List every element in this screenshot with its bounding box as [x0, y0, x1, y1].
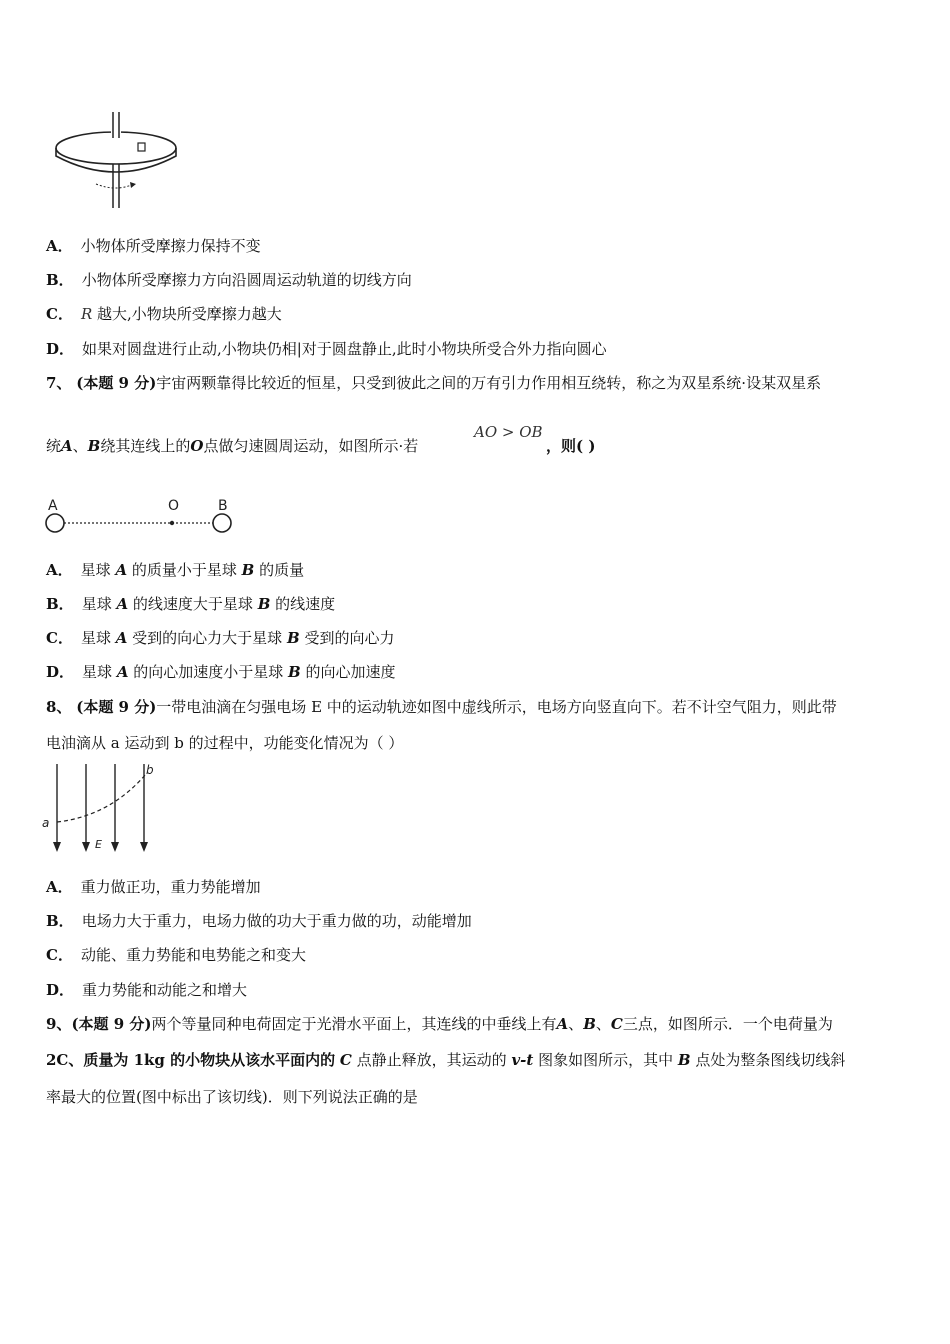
var: A	[116, 663, 129, 681]
var: B	[257, 595, 271, 613]
text: 的向心加速度小于星球	[133, 663, 284, 681]
question-text: 宇宙两颗靠得比较近的恒星，只受到彼此之间的万有引力作用相互绕转，称之为双星系统·设某双星系	[156, 374, 822, 392]
var: B	[241, 561, 255, 579]
text: 点处为整条图线切线斜	[695, 1051, 846, 1069]
rotating-disk-figure	[50, 108, 185, 214]
option-text: 小物体所受摩擦力保持不变	[80, 237, 261, 255]
variable-r: R	[80, 305, 93, 323]
q8-option-c	[46, 945, 306, 965]
option-text: 动能、重力势能和电势能之和变大	[80, 946, 306, 964]
q7-stem-line1	[46, 373, 821, 393]
option-letter: B．	[46, 271, 74, 289]
var: A	[116, 595, 129, 613]
option-letter: B．	[46, 595, 74, 613]
label-a: a	[42, 816, 50, 830]
option-text: 重力势能和动能之和增大	[82, 981, 248, 999]
text: 受到的向心力	[304, 629, 395, 647]
q8-stem-line2: 电油滴从 a 运动到 b 的过程中，功能变化情况为（ ）	[46, 734, 404, 752]
var-a: A	[61, 437, 73, 455]
text: 统	[46, 437, 62, 455]
q6-option-c	[46, 304, 282, 324]
option-text: 电场力大于重力，电场力做的功大于重力做的功，动能增加	[81, 912, 472, 930]
question-score: (本题 9 分)	[71, 1015, 152, 1033]
var: C	[610, 1015, 623, 1033]
option-letter: C．	[46, 946, 73, 964]
text: 的质量	[259, 561, 305, 579]
q8-stem-line1	[46, 697, 837, 717]
q6-option-a	[46, 236, 261, 256]
text: 的质量小于星球	[131, 561, 237, 579]
option-text: 如果对圆盘进行止动,小物块仍相|对于圆盘静止,此时小物块所受合外力指向圆心	[82, 340, 607, 358]
question-number: 8、	[46, 698, 72, 716]
q7-option-a	[46, 560, 304, 580]
q7-stem-line2	[46, 436, 418, 456]
var: B	[583, 1015, 596, 1033]
var: v-t	[511, 1051, 534, 1069]
star-a	[46, 514, 64, 532]
binary-star-diagram	[40, 494, 240, 536]
text: 星球	[80, 561, 111, 579]
q7-option-b	[46, 594, 335, 614]
text: 的向心加速度	[305, 663, 396, 681]
var: A	[115, 629, 128, 647]
electric-field-diagram	[40, 760, 170, 856]
option-letter: C．	[46, 305, 73, 323]
text: 星球	[82, 663, 113, 681]
question-score: (本题 9 分)	[76, 698, 157, 716]
text: 受到的向心力大于星球	[132, 629, 283, 647]
q7-formula: AO > OB	[474, 423, 543, 441]
text: 的线速度大于星球	[132, 595, 253, 613]
q6-option-d	[46, 339, 607, 359]
text: 、	[568, 1015, 584, 1033]
text: 星球	[80, 629, 111, 647]
q9-stem-line1	[46, 1014, 833, 1034]
q9-stem-line2	[46, 1050, 845, 1070]
text: 图象如图所示，其中	[538, 1051, 674, 1069]
option-letter: D．	[46, 981, 75, 999]
option-letter: B．	[46, 912, 74, 930]
text: 星球	[81, 595, 112, 613]
var: B	[677, 1051, 691, 1069]
question-score: (本题 9 分)	[76, 374, 157, 392]
option-text: 重力做正功，重力势能增加	[80, 878, 261, 896]
text: 三点，如图所示．一个电荷量为	[622, 1015, 833, 1033]
option-text: 小物体所受摩擦力方向沿圆周运动轨道的切线方向	[81, 271, 412, 289]
q8-option-d	[46, 980, 247, 1000]
text: 点静止释放，其运动的	[356, 1051, 507, 1069]
text: 2C、质量为 1kg 的小物块从该水平面内的	[46, 1051, 336, 1069]
text: 点做匀速圆周运动，如图所示·若	[203, 437, 419, 455]
var: A	[115, 561, 128, 579]
option-letter: A．	[46, 878, 73, 896]
var-o: O	[190, 437, 204, 455]
question-number: 9、	[46, 1015, 72, 1033]
var: C	[339, 1051, 352, 1069]
q8-option-a	[46, 877, 261, 897]
center-o	[170, 521, 174, 525]
question-text: 一带电油滴在匀强电场 E 中的运动轨迹如图中虚线所示，电场方向竖直向下。若不计空气阻力，则此带	[156, 698, 837, 716]
q9-stem-line3: 率最大的位置(图中标出了该切线)．则下列说法正确的是	[46, 1088, 418, 1106]
var: B	[288, 663, 301, 681]
q8-option-b	[46, 911, 472, 931]
label-e: E	[95, 838, 102, 851]
option-text: 越大,小物块所受摩擦力越大	[97, 305, 282, 323]
q7-option-d	[46, 662, 396, 682]
option-letter: C．	[46, 629, 73, 647]
text: 的线速度	[275, 595, 336, 613]
option-letter: A．	[46, 561, 73, 579]
label-o: O	[168, 498, 180, 514]
var: B	[286, 629, 300, 647]
star-b	[213, 514, 231, 532]
option-letter: A．	[46, 237, 73, 255]
text: 、	[595, 1015, 611, 1033]
var-b: B	[87, 437, 101, 455]
text: 两个等量同种电荷固定于光滑水平面上，其连线的中垂线上有	[151, 1015, 557, 1033]
text: 绕其连线上的	[100, 437, 191, 455]
option-letter: D．	[46, 340, 75, 358]
label-a: A	[48, 498, 58, 514]
q7-option-c	[46, 628, 394, 648]
var: A	[556, 1015, 569, 1033]
question-number: 7、	[46, 374, 72, 392]
option-letter: D．	[46, 663, 75, 681]
q7-answer-blank: ，则( )	[546, 437, 596, 455]
label-b: b	[146, 763, 154, 777]
label-b: B	[218, 498, 228, 514]
q6-option-b	[46, 270, 412, 290]
text: 、	[72, 437, 88, 455]
